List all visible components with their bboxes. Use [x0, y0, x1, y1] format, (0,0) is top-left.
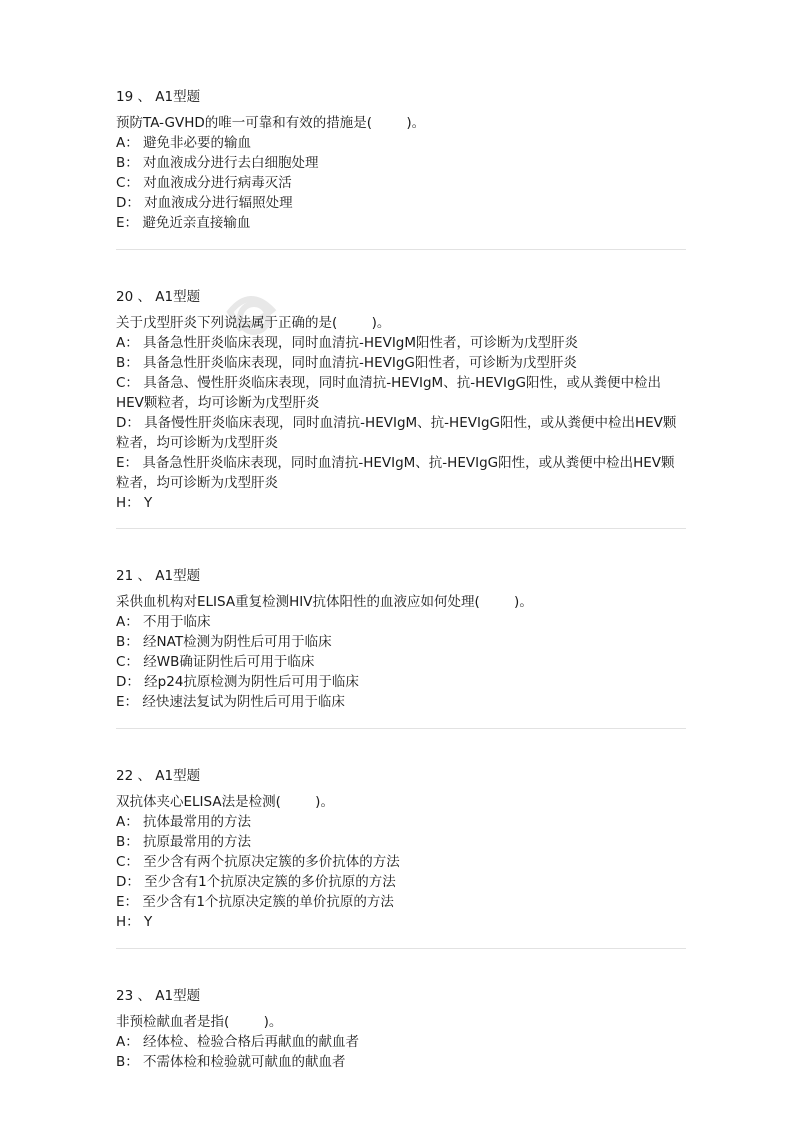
- question-stem: 双抗体夹心ELISA法是检测( )。: [116, 794, 334, 810]
- option-c: C： 经WB确证阴性后可用于临床: [116, 654, 315, 670]
- option-h: H： Y: [116, 914, 153, 930]
- option-a: A： 经体检、检验合格后再献血的献血者: [116, 1034, 360, 1050]
- divider: [116, 528, 686, 529]
- question-20: [116, 287, 686, 513]
- divider: [116, 728, 686, 729]
- question-header: 20 、 A1型题: [116, 289, 201, 305]
- question-header: 21 、 A1型题: [116, 568, 201, 584]
- question-21: [116, 566, 686, 712]
- option-e: E： 至少含有1个抗原决定簇的单价抗原的方法: [116, 894, 394, 910]
- option-b: B： 具备急性肝炎临床表现，同时血清抗-HEVIgG阳性者，可诊断为戊型肝炎: [116, 355, 577, 371]
- option-c: C： 具备急、慢性肝炎临床表现，同时血清抗-HEVIgM、抗-HEVIgG阳性，或从粪便中检出HEV颗粒者，均可诊断为戊型肝炎: [116, 375, 662, 411]
- question-stem: 采供血机构对ELISA重复检测HIV抗体阳性的血液应如何处理( )。: [116, 594, 533, 610]
- question-stem: 预防TA-GVHD的唯一可靠和有效的措施是( )。: [116, 115, 426, 131]
- option-a: A： 避免非必要的输血: [116, 135, 252, 151]
- option-d: D： 经p24抗原检测为阴性后可用于临床: [116, 674, 359, 690]
- question-header: 23 、 A1型题: [116, 988, 201, 1004]
- option-d: D： 具备慢性肝炎临床表现，同时血清抗-HEVIgM、抗-HEVIgG阳性，或从粪便中检出HEV颗粒者，均可诊断为戊型肝炎: [116, 415, 677, 451]
- option-b: B： 对血液成分进行去白细胞处理: [116, 155, 319, 171]
- option-b: B： 抗原最常用的方法: [116, 834, 252, 850]
- option-c: C： 对血液成分进行病毒灭活: [116, 175, 292, 191]
- option-e: E： 具备急性肝炎临床表现，同时血清抗-HEVIgM、抗-HEVIgG阳性，或从粪便中检出HEV颗粒者，均可诊断为戊型肝炎: [116, 455, 675, 491]
- option-e: E： 经快速法复试为阴性后可用于临床: [116, 694, 345, 710]
- option-a: A： 抗体最常用的方法: [116, 814, 252, 830]
- question-23: [116, 986, 686, 1072]
- question-stem: 关于戊型肝炎下列说法属于正确的是( )。: [116, 315, 391, 331]
- option-c: C： 至少含有两个抗原决定簇的多价抗体的方法: [116, 854, 400, 870]
- option-b: B： 不需体检和检验就可献血的献血者: [116, 1054, 346, 1070]
- option-d: D： 对血液成分进行辐照处理: [116, 195, 293, 211]
- option-e: E： 避免近亲直接输血: [116, 215, 251, 231]
- option-d: D： 至少含有1个抗原决定簇的多价抗原的方法: [116, 874, 396, 890]
- question-header: 19 、 A1型题: [116, 89, 201, 105]
- option-b: B： 经NAT检测为阴性后可用于临床: [116, 634, 332, 650]
- question-stem: 非预检献血者是指( )。: [116, 1014, 283, 1030]
- divider: [116, 249, 686, 250]
- option-a: A： 具备急性肝炎临床表现，同时血清抗-HEVIgM阳性者，可诊断为戊型肝炎: [116, 335, 579, 351]
- question-22: [116, 766, 686, 932]
- divider: [116, 948, 686, 949]
- option-a: A： 不用于临床: [116, 614, 211, 630]
- option-h: H： Y: [116, 495, 153, 511]
- question-19: [116, 87, 686, 233]
- question-header: 22 、 A1型题: [116, 768, 201, 784]
